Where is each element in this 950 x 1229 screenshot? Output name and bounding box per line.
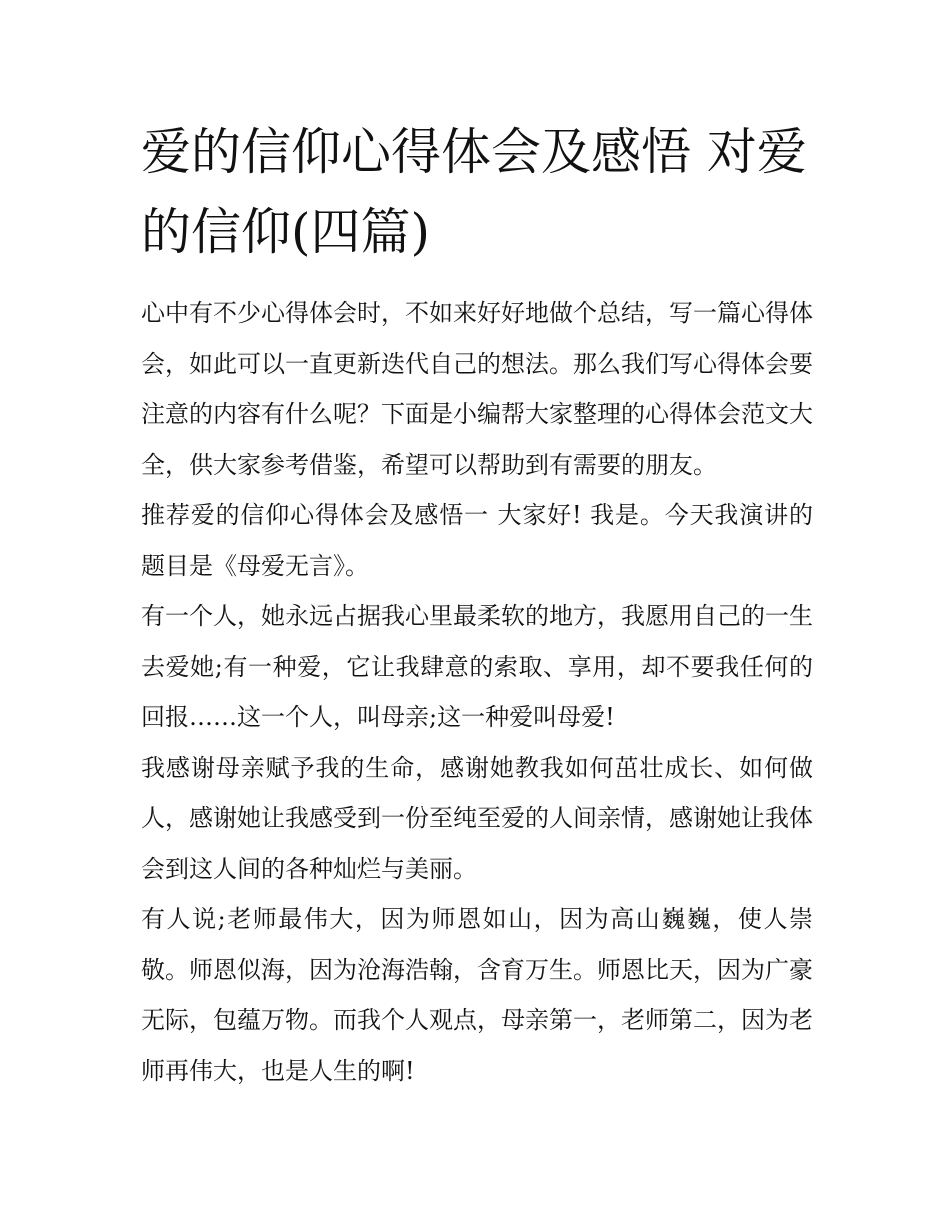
paragraph-speech-opening: 推荐爱的信仰心得体会及感悟一 大家好! 我是。今天我演讲的题目是《母爱无言》。 bbox=[141, 501, 813, 580]
document-title: 爱的信仰心得体会及感悟 对爱的信仰(四篇) bbox=[141, 123, 807, 261]
document-page bbox=[141, 112, 813, 1096]
paragraph-intro: 心中有不少心得体会时，不如来好好地做个总结，写一篇心得体会，如此可以一直更新迭代自己的想法。那么我们写心得体会要注意的内容有什么呢？下面是小编帮大家整理的心得体会范文大全，供大家参考借鉴，希望可以帮助到有需要的朋友。 bbox=[141, 299, 813, 479]
paragraph-mother-love: 有一个人，她永远占据我心里最柔软的地方，我愿用自己的一生去爱她;有一种爱，它让我肆意的索取、享用，却不要我任何的回报……这一个人，叫母亲;这一种爱叫母爱! bbox=[141, 602, 813, 731]
document-body bbox=[141, 288, 813, 1096]
paragraph-teacher: 有人说;老师最伟大，因为师恩如山，因为高山巍巍，使人崇敬。师恩似海，因为沧海浩翰，含育万生。师恩比天，因为广豪无际，包蕴万物。而我个人观点，母亲第一，老师第二，因为老师再伟大，也是人生的啊! bbox=[141, 905, 813, 1085]
paragraph-gratitude: 我感谢母亲赋予我的生命，感谢她教我如何茁壮成长、如何做人，感谢她让我感受到一份至纯至爱的人间亲情，感谢她让我体会到这人间的各种灿烂与美丽。 bbox=[141, 753, 813, 883]
